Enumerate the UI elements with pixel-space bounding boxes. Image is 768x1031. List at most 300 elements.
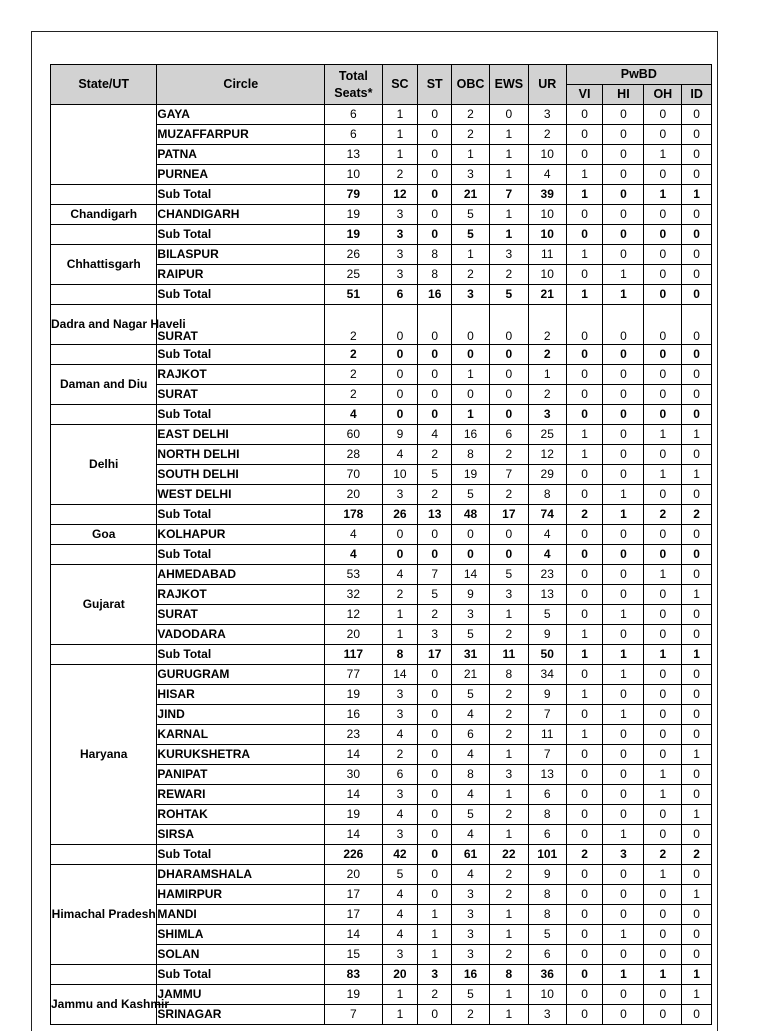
value-cell: 6 (452, 725, 490, 745)
value-cell: 8 (489, 665, 528, 685)
value-cell: 3 (382, 705, 418, 725)
value-cell: 3 (452, 905, 490, 925)
circle-cell: NORTH DELHI (157, 445, 325, 465)
value-cell: 1 (382, 105, 418, 125)
value-cell: 1 (603, 485, 644, 505)
subtotal-value-cell: 7 (489, 185, 528, 205)
value-cell: 4 (528, 525, 566, 545)
header-total-seats: Total Seats* (325, 65, 382, 105)
value-cell: 0 (603, 785, 644, 805)
subtotal-row (51, 965, 712, 985)
value-cell: 1 (452, 365, 490, 385)
value-cell: 1 (489, 825, 528, 845)
value-cell: 3 (382, 685, 418, 705)
value-cell: 26 (325, 245, 382, 265)
value-cell: 1 (566, 685, 603, 705)
table-row (51, 565, 712, 585)
value-cell: 5 (382, 865, 418, 885)
subtotal-value-cell: 16 (418, 285, 452, 305)
value-cell: 0 (644, 445, 682, 465)
value-cell: 2 (382, 745, 418, 765)
header-st: ST (418, 65, 452, 105)
value-cell: 0 (418, 1005, 452, 1025)
value-cell: 1 (382, 1005, 418, 1025)
circle-cell: RAJKOT (157, 365, 325, 385)
value-cell: 0 (682, 205, 712, 225)
circle-cell: PANIPAT (157, 765, 325, 785)
value-cell: 4 (382, 905, 418, 925)
value-cell: 0 (644, 725, 682, 745)
subtotal-value-cell: 3 (603, 845, 644, 865)
value-cell: 1 (682, 465, 712, 485)
subtotal-value-cell: 21 (452, 185, 490, 205)
circle-cell: ROHTAK (157, 805, 325, 825)
value-cell: 0 (418, 685, 452, 705)
value-cell: 0 (682, 365, 712, 385)
value-cell: 4 (382, 565, 418, 585)
value-cell: 6 (528, 785, 566, 805)
value-cell: 0 (603, 985, 644, 1005)
value-cell: 0 (566, 765, 603, 785)
subtotal-value-cell: 1 (566, 645, 603, 665)
subtotal-value-cell: 0 (603, 225, 644, 245)
value-cell: 8 (418, 265, 452, 285)
subtotal-value-cell: 2 (682, 505, 712, 525)
value-cell: 5 (528, 605, 566, 625)
value-cell: 1 (566, 625, 603, 645)
value-cell: 1 (382, 145, 418, 165)
value-cell: 1 (682, 805, 712, 825)
value-cell: 0 (452, 525, 490, 545)
value-cell: 5 (452, 985, 490, 1005)
circle-cell: VADODARA (157, 625, 325, 645)
value-cell: 3 (382, 825, 418, 845)
value-cell: 1 (682, 585, 712, 605)
subtotal-value-cell: 3 (382, 225, 418, 245)
value-cell: 0 (603, 725, 644, 745)
subtotal-value-cell: 31 (452, 645, 490, 665)
value-cell: 0 (418, 305, 452, 345)
value-cell: 25 (528, 425, 566, 445)
value-cell: 0 (682, 605, 712, 625)
value-cell: 77 (325, 665, 382, 685)
circle-cell: MUZAFFARPUR (157, 125, 325, 145)
value-cell: 4 (418, 425, 452, 445)
value-cell: 14 (382, 665, 418, 685)
value-cell: 0 (566, 465, 603, 485)
value-cell: 0 (489, 525, 528, 545)
value-cell: 0 (644, 265, 682, 285)
value-cell: 5 (452, 485, 490, 505)
circle-cell: AHMEDABAD (157, 565, 325, 585)
subtotal-row (51, 845, 712, 865)
table-row (51, 205, 712, 225)
value-cell: 3 (382, 485, 418, 505)
subtotal-value-cell: 0 (644, 405, 682, 425)
value-cell: 1 (382, 125, 418, 145)
subtotal-value-cell: 13 (418, 505, 452, 525)
value-cell: 0 (566, 125, 603, 145)
value-cell: 19 (325, 685, 382, 705)
value-cell: 25 (325, 265, 382, 285)
value-cell: 2 (489, 705, 528, 725)
subtotal-value-cell: 0 (489, 545, 528, 565)
subtotal-value-cell: 178 (325, 505, 382, 525)
subtotal-value-cell: 0 (603, 345, 644, 365)
value-cell: 0 (603, 525, 644, 545)
value-cell: 0 (644, 525, 682, 545)
value-cell: 0 (682, 785, 712, 805)
value-cell: 0 (418, 865, 452, 885)
value-cell: 0 (566, 905, 603, 925)
value-cell: 0 (489, 105, 528, 125)
value-cell: 9 (452, 585, 490, 605)
value-cell: 3 (452, 165, 490, 185)
header-sc: SC (382, 65, 418, 105)
value-cell: 0 (566, 1005, 603, 1025)
subtotal-value-cell: 1 (452, 405, 490, 425)
state-cell-empty (51, 845, 157, 865)
value-cell: 10 (382, 465, 418, 485)
subtotal-value-cell: 11 (489, 645, 528, 665)
header-id: ID (682, 85, 712, 105)
value-cell: 0 (682, 245, 712, 265)
subtotal-value-cell: 2 (644, 845, 682, 865)
value-cell: 3 (452, 605, 490, 625)
state-cell: Daman and Diu (51, 365, 157, 405)
subtotal-value-cell: 0 (566, 225, 603, 245)
subtotal-value-cell: 0 (682, 545, 712, 565)
table-header (51, 65, 712, 105)
value-cell: 10 (325, 165, 382, 185)
value-cell: 30 (325, 765, 382, 785)
state-cell: Jammu and Kashmir (51, 985, 157, 1025)
value-cell: 6 (489, 425, 528, 445)
value-cell: 2 (489, 265, 528, 285)
value-cell: 0 (566, 365, 603, 385)
circle-cell: HISAR (157, 685, 325, 705)
subtotal-row (51, 405, 712, 425)
value-cell: 2 (325, 365, 382, 385)
value-cell: 0 (682, 905, 712, 925)
value-cell: 8 (452, 445, 490, 465)
value-cell: 0 (644, 165, 682, 185)
circle-cell: PATNA (157, 145, 325, 165)
subtotal-row (51, 505, 712, 525)
value-cell: 1 (644, 425, 682, 445)
state-cell-empty (51, 225, 157, 245)
value-cell: 8 (418, 245, 452, 265)
value-cell: 0 (418, 665, 452, 685)
value-cell: 10 (528, 145, 566, 165)
value-cell: 0 (382, 305, 418, 345)
value-cell: 0 (603, 465, 644, 485)
value-cell: 14 (325, 745, 382, 765)
value-cell: 16 (325, 705, 382, 725)
value-cell: 0 (644, 885, 682, 905)
value-cell: 4 (528, 165, 566, 185)
subtotal-value-cell: 6 (382, 285, 418, 305)
subtotal-row (51, 545, 712, 565)
circle-cell: GAYA (157, 105, 325, 125)
value-cell: 0 (566, 705, 603, 725)
subtotal-value-cell: 2 (325, 345, 382, 365)
value-cell: 5 (418, 585, 452, 605)
subtotal-value-cell: 0 (452, 345, 490, 365)
value-cell: 2 (489, 945, 528, 965)
value-cell: 1 (489, 165, 528, 185)
value-cell: 0 (566, 805, 603, 825)
value-cell: 0 (566, 825, 603, 845)
value-cell: 14 (325, 825, 382, 845)
value-cell: 0 (682, 945, 712, 965)
subtotal-value-cell: 1 (603, 285, 644, 305)
value-cell: 29 (528, 465, 566, 485)
subtotal-value-cell: 39 (528, 185, 566, 205)
subtotal-value-cell: 83 (325, 965, 382, 985)
state-cell: Chandigarh (51, 205, 157, 225)
subtotal-value-cell: 2 (566, 845, 603, 865)
value-cell: 0 (566, 945, 603, 965)
value-cell: 0 (644, 705, 682, 725)
value-cell: 2 (382, 165, 418, 185)
value-cell: 9 (528, 685, 566, 705)
circle-cell: SOUTH DELHI (157, 465, 325, 485)
state-cell (51, 105, 157, 185)
subtotal-value-cell: 5 (452, 225, 490, 245)
subtotal-value-cell: 0 (644, 545, 682, 565)
subtotal-value-cell: 0 (682, 405, 712, 425)
state-cell: Gujarat (51, 565, 157, 645)
value-cell: 0 (603, 445, 644, 465)
value-cell: 9 (528, 625, 566, 645)
value-cell: 0 (603, 305, 644, 345)
value-cell: 0 (566, 745, 603, 765)
value-cell: 13 (325, 145, 382, 165)
circle-cell: GURUGRAM (157, 665, 325, 685)
value-cell: 2 (452, 125, 490, 145)
value-cell: 14 (325, 785, 382, 805)
subtotal-value-cell: 0 (566, 545, 603, 565)
value-cell: 1 (603, 265, 644, 285)
subtotal-value-cell: 0 (418, 845, 452, 865)
value-cell: 1 (603, 825, 644, 845)
subtotal-value-cell: 0 (566, 345, 603, 365)
subtotal-value-cell: 5 (489, 285, 528, 305)
state-cell: Himachal Pradesh (51, 865, 157, 965)
value-cell: 7 (325, 1005, 382, 1025)
value-cell: 1 (489, 125, 528, 145)
value-cell: 0 (566, 385, 603, 405)
value-cell: 0 (682, 825, 712, 845)
circle-cell: KURUKSHETRA (157, 745, 325, 765)
table-row (51, 245, 712, 265)
value-cell: 0 (682, 105, 712, 125)
value-cell: 8 (452, 765, 490, 785)
value-cell: 2 (452, 265, 490, 285)
value-cell: 0 (682, 665, 712, 685)
table-row (51, 105, 712, 125)
value-cell: 4 (382, 805, 418, 825)
circle-cell: JAMMU (157, 985, 325, 1005)
value-cell: 6 (382, 765, 418, 785)
value-cell: 11 (528, 245, 566, 265)
state-cell: Chhattisgarh (51, 245, 157, 285)
value-cell: 10 (528, 985, 566, 1005)
value-cell: 16 (452, 425, 490, 445)
value-cell: 0 (682, 265, 712, 285)
value-cell: 0 (682, 385, 712, 405)
value-cell: 0 (603, 365, 644, 385)
value-cell: 0 (644, 105, 682, 125)
value-cell: 2 (418, 985, 452, 1005)
value-cell: 9 (382, 425, 418, 445)
value-cell: 3 (528, 1005, 566, 1025)
value-cell: 0 (603, 385, 644, 405)
value-cell: 0 (644, 945, 682, 965)
subtotal-value-cell: 22 (489, 845, 528, 865)
subtotal-value-cell: 2 (528, 345, 566, 365)
value-cell: 0 (644, 385, 682, 405)
value-cell: 0 (644, 905, 682, 925)
value-cell: 0 (382, 385, 418, 405)
subtotal-value-cell: 4 (325, 545, 382, 565)
value-cell: 2 (489, 885, 528, 905)
value-cell: 0 (682, 685, 712, 705)
value-cell: 0 (489, 305, 528, 345)
value-cell: 14 (452, 565, 490, 585)
table-row (51, 425, 712, 445)
value-cell: 1 (489, 785, 528, 805)
value-cell: 0 (603, 805, 644, 825)
value-cell: 0 (682, 305, 712, 345)
value-cell: 3 (452, 885, 490, 905)
value-cell: 0 (644, 365, 682, 385)
value-cell: 23 (325, 725, 382, 745)
subtotal-value-cell: 1 (644, 645, 682, 665)
subtotal-label: Sub Total (157, 225, 325, 245)
subtotal-value-cell: 0 (644, 225, 682, 245)
subtotal-value-cell: 79 (325, 185, 382, 205)
value-cell: 0 (603, 105, 644, 125)
value-cell: 0 (644, 925, 682, 945)
value-cell: 5 (452, 685, 490, 705)
value-cell: 5 (452, 625, 490, 645)
subtotal-label: Sub Total (157, 405, 325, 425)
subtotal-value-cell: 17 (489, 505, 528, 525)
value-cell: 1 (603, 605, 644, 625)
circle-cell: BILASPUR (157, 245, 325, 265)
value-cell: 4 (452, 865, 490, 885)
subtotal-row (51, 285, 712, 305)
value-cell: 0 (566, 145, 603, 165)
value-cell: 4 (325, 525, 382, 545)
value-cell: 1 (682, 985, 712, 1005)
value-cell: 12 (325, 605, 382, 625)
value-cell: 1 (603, 925, 644, 945)
table-row (51, 865, 712, 885)
subtotal-value-cell: 1 (603, 645, 644, 665)
value-cell: 8 (528, 885, 566, 905)
value-cell: 19 (452, 465, 490, 485)
value-cell: 3 (489, 765, 528, 785)
value-cell: 0 (566, 205, 603, 225)
value-cell: 70 (325, 465, 382, 485)
value-cell: 0 (418, 205, 452, 225)
subtotal-value-cell: 17 (418, 645, 452, 665)
value-cell: 2 (489, 865, 528, 885)
value-cell: 3 (452, 945, 490, 965)
value-cell: 1 (489, 205, 528, 225)
subtotal-value-cell: 1 (644, 965, 682, 985)
value-cell: 1 (644, 145, 682, 165)
value-cell: 0 (452, 385, 490, 405)
subtotal-value-cell: 1 (603, 965, 644, 985)
value-cell: 6 (325, 105, 382, 125)
value-cell: 10 (528, 205, 566, 225)
value-cell: 0 (603, 765, 644, 785)
state-cell-empty (51, 285, 157, 305)
value-cell: 7 (489, 465, 528, 485)
subtotal-value-cell: 0 (682, 225, 712, 245)
value-cell: 1 (452, 245, 490, 265)
value-cell: 0 (452, 305, 490, 345)
subtotal-value-cell: 2 (682, 845, 712, 865)
subtotal-value-cell: 16 (452, 965, 490, 985)
value-cell: 1 (644, 785, 682, 805)
value-cell: 1 (489, 745, 528, 765)
value-cell: 1 (682, 745, 712, 765)
value-cell: 4 (382, 885, 418, 905)
value-cell: 53 (325, 565, 382, 585)
value-cell: 0 (418, 365, 452, 385)
subtotal-value-cell: 2 (566, 505, 603, 525)
value-cell: 0 (418, 165, 452, 185)
state-cell-empty (51, 345, 157, 365)
value-cell: 0 (603, 1005, 644, 1025)
circle-cell: RAIPUR (157, 265, 325, 285)
value-cell: 0 (603, 885, 644, 905)
subtotal-label: Sub Total (157, 645, 325, 665)
value-cell: 0 (566, 565, 603, 585)
subtotal-value-cell: 0 (682, 345, 712, 365)
value-cell: 0 (603, 945, 644, 965)
value-cell: 0 (489, 385, 528, 405)
value-cell: 1 (489, 925, 528, 945)
value-cell: 6 (528, 825, 566, 845)
value-cell: 9 (528, 865, 566, 885)
subtotal-value-cell: 0 (566, 405, 603, 425)
value-cell: 0 (644, 245, 682, 265)
value-cell: 0 (418, 785, 452, 805)
subtotal-value-cell: 19 (325, 225, 382, 245)
subtotal-row (51, 345, 712, 365)
state-cell-empty (51, 185, 157, 205)
header-oh: OH (644, 85, 682, 105)
value-cell: 0 (603, 745, 644, 765)
value-cell: 0 (418, 805, 452, 825)
value-cell: 0 (644, 985, 682, 1005)
value-cell: 5 (452, 805, 490, 825)
value-cell: 0 (418, 765, 452, 785)
circle-cell: DHARAMSHALA (157, 865, 325, 885)
subtotal-value-cell: 48 (452, 505, 490, 525)
value-cell: 1 (682, 885, 712, 905)
value-cell: 0 (603, 685, 644, 705)
subtotal-value-cell: 21 (528, 285, 566, 305)
value-cell: 6 (325, 125, 382, 145)
value-cell: 1 (382, 605, 418, 625)
